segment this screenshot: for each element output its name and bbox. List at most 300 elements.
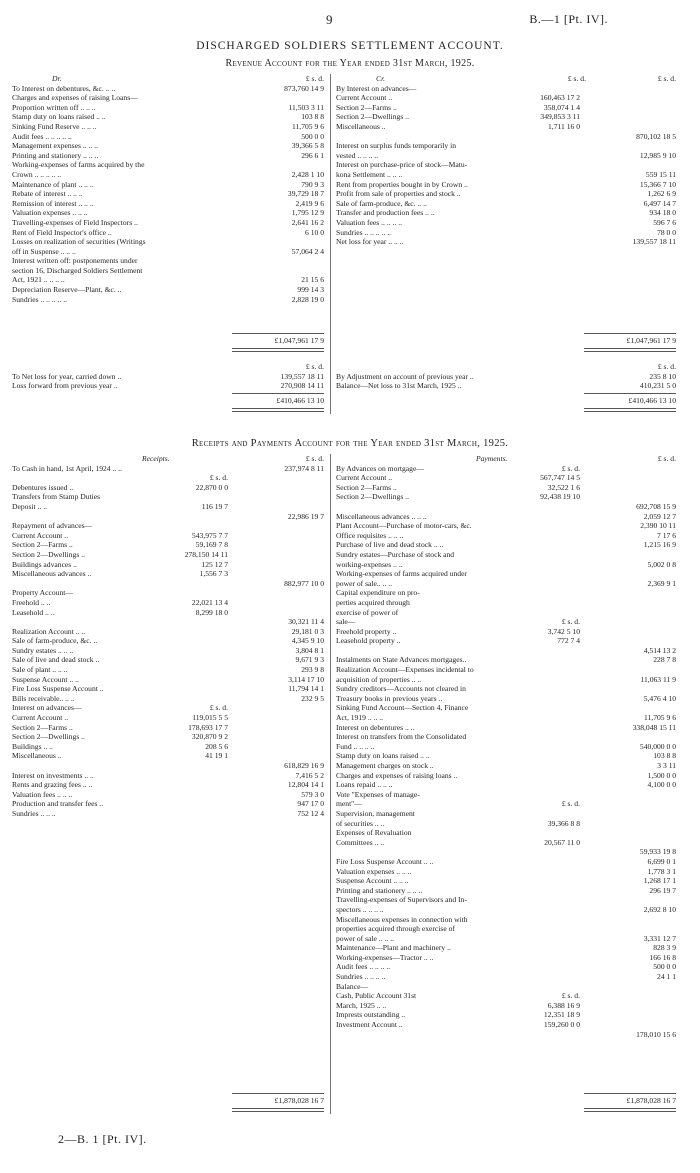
ledger-item-label: Balance— [336, 981, 369, 991]
ledger-item-label: Sale of farm-produce, &c. .. .. [336, 198, 427, 208]
ledger-row [336, 636, 676, 646]
ledger-row [336, 723, 676, 733]
ledger-item-label: acquisition of properties .. .. [336, 674, 422, 684]
ledger-amount: 21 15 6 [301, 275, 324, 285]
ledger-item-label: spectors .. .. .. .. [336, 904, 384, 914]
ledger-row [12, 247, 324, 257]
ledger-item-label: kona Settlement .. .. .. [336, 169, 403, 179]
ledger-amount: 3 3 11 [657, 761, 676, 770]
ledger-amount: 139,557 18 11 [280, 371, 324, 381]
currency-header: £ s. d. [567, 74, 586, 83]
ledger-row [336, 208, 676, 218]
total-value: £1,878,028 16 7 [626, 1096, 676, 1105]
ledger-inner-amount: 12,351 18 9 [543, 1010, 580, 1020]
ledger-item-label: Interest on advances— [12, 703, 82, 713]
ledger-amount: 618,829 16 9 [284, 761, 324, 770]
ledger-row [12, 295, 324, 305]
revenue-heading: Revenue Account for the Year ended 31st March, 1925. [225, 58, 475, 69]
ledger-amount: 692,708 15 9 [636, 501, 676, 511]
total-value: £410,466 13 10 [276, 396, 324, 405]
ledger-inner-amount: 349,853 3 11 [540, 112, 580, 122]
net-loss-debit [12, 362, 324, 391]
ledger-row [336, 982, 676, 992]
ledger-amount: 11,794 14 1 [288, 684, 324, 694]
ledger-item-label: Bills receivable.. .. .. [12, 693, 75, 703]
ledger-item-label: Freehold property .. [336, 626, 397, 636]
ledger-row [336, 473, 676, 483]
ledger-item-label: Management charges on stock .. [336, 761, 434, 770]
ledger-row [336, 799, 676, 809]
ledger-row [12, 160, 324, 170]
ledger-row [336, 132, 676, 142]
ledger-inner-amount: 160,463 17 2 [540, 93, 580, 103]
ledger-amount: 296 19 7 [649, 885, 676, 895]
ledger-item-label: Expenses of Revaluation [336, 828, 412, 838]
ledger-item-label: Miscellaneous .. [12, 751, 62, 761]
ledger-row [12, 617, 324, 627]
ledger-row [12, 103, 324, 113]
ledger-amount: 873,760 14 9 [284, 83, 324, 93]
ledger-item-label: power of sale .. .. .. [336, 933, 394, 943]
ledger-item-label: Charges and expenses of raising loans .. [336, 770, 458, 780]
payments-label: Payments. [476, 454, 508, 463]
ledger-item-label: Working-expenses—Tractor .. .. [336, 952, 434, 962]
ledger-inner-amount: 320,870 9 2 [191, 732, 228, 742]
ledger-row [12, 512, 324, 522]
ledger-item-label: Section 2—Dwellings .. [12, 549, 85, 559]
total-rule [584, 333, 676, 334]
ledger-row [336, 550, 676, 560]
ledger-row [336, 694, 676, 704]
ledger-amount: 947 17 0 [297, 799, 324, 809]
payments-column [336, 454, 676, 1039]
revenue-debit-column [12, 74, 324, 304]
ledger-item-label: Transfers from Stamp Duties [12, 492, 101, 502]
ledger-amount: 57,064 2 4 [291, 246, 324, 256]
ledger-row [12, 809, 324, 819]
ledger-row [336, 531, 676, 541]
receipts-total [232, 1096, 324, 1106]
ledger-amount: 228 7 8 [653, 655, 676, 665]
total-rule [584, 1093, 676, 1094]
total-rule [232, 333, 324, 334]
ledger-amount: 7,416 5 2 [295, 770, 324, 780]
ledger-item-label: Interest written off: postponements under [12, 256, 138, 266]
ledger-item-label: By Advances on mortgage— [336, 463, 424, 473]
ledger-row [336, 655, 676, 665]
ledger-row [336, 924, 676, 934]
document-title: DISCHARGED SOLDIERS SETTLEMENT ACCOUNT. [196, 40, 504, 52]
ledger-inner-amount: 3,742 5 10 [547, 626, 580, 636]
currency-header: £ s. d. [657, 74, 676, 83]
ledger-row [336, 934, 676, 944]
ledger-row [336, 464, 676, 474]
page-reference: B.—1 [Pt. IV]. [529, 12, 608, 26]
ledger-item-label: Purchase of live and dead stock .. .. [336, 540, 444, 550]
ledger-item-label: Suspense Account .. .. .. [336, 876, 409, 886]
ledger-row [12, 540, 324, 550]
ledger-item-label: Cash, Public Account 31st [336, 991, 417, 1001]
ledger-item-label: Investment Account .. [336, 1020, 403, 1030]
column-divider [330, 454, 331, 1114]
ledger-amount: 4,514 13 2 [643, 645, 676, 655]
ledger-amount: 2,828 19 0 [291, 294, 324, 304]
revenue-credit-rows [336, 84, 676, 247]
ledger-item-label: Management expenses .. .. .. [12, 141, 99, 151]
ledger-item-label: Office requisites .. .. .. [336, 530, 404, 540]
net-loss-debit-total [232, 396, 324, 406]
ledger-item-label: March, 1925 .. .. [336, 1000, 387, 1010]
ledger-row [12, 275, 324, 285]
ledger-row [336, 218, 676, 228]
ledger-item-label: Valuation fees .. .. .. [12, 789, 73, 799]
ledger-row [336, 160, 676, 170]
ledger-row [336, 886, 676, 896]
ledger-row [336, 381, 676, 391]
ledger-row [12, 483, 324, 493]
ledger-item-label: Profit from sale of properties and stock .. [336, 189, 461, 199]
ledger-row [336, 915, 676, 925]
total-value: £1,878,028 16 7 [274, 1096, 324, 1105]
ledger-inner-amount: 22,870 0 0 [195, 482, 228, 492]
ledger-item-label: Maintenance of plant .. .. .. [12, 179, 94, 189]
ledger-item-label: Travelling-expenses of Field Inspectors .. [12, 217, 138, 227]
ledger-item-label: Printing and stationery .. .. .. [12, 150, 99, 160]
ledger-item-label: To Cash in hand, 1st April, 1924 .. .. [12, 463, 122, 473]
ledger-item-label: Remission of interest .. .. .. [12, 198, 94, 208]
ledger-item-label: Buildings .. .. [12, 741, 53, 751]
ledger-amount: 6,497 14 7 [643, 198, 676, 208]
ledger-row [336, 540, 676, 550]
ledger-item-label: Sinking Fund Reserve .. .. .. [12, 121, 97, 131]
ledger-amount: 6 10 0 [305, 227, 324, 237]
ledger-item-label: Transfer and production fees .. .. [336, 208, 435, 218]
ledger-item-label: Crown .. .. .. .. .. [12, 169, 62, 179]
total-rule [584, 393, 676, 394]
ledger-amount: 78 0 0 [657, 227, 676, 237]
ledger-amount: 5,002 0 8 [647, 559, 676, 569]
ledger-item-label: Interest on surplus funds temporarily in [336, 141, 457, 151]
ledger-row [12, 579, 324, 589]
ledger-item-label: Section 2—Farms .. [336, 482, 397, 492]
ledger-amount: 39,366 5 8 [291, 141, 324, 151]
ledger-row [12, 93, 324, 103]
ledger-item-label: Sundries .. .. .. .. .. [12, 294, 68, 304]
ledger-row [12, 372, 324, 382]
ledger-item-label: Losses on realization of securities (Writings [12, 237, 146, 247]
ledger-row [12, 742, 324, 752]
ledger-item-label: Rebate of interest .. .. .. [12, 189, 83, 199]
ledger-amount: 934 18 0 [649, 208, 676, 218]
ledger-row [336, 189, 676, 199]
receipts-column [12, 454, 324, 819]
ledger-amount: 270,908 14 11 [280, 381, 324, 391]
ledger-row [336, 732, 676, 742]
ledger-inner-amount: £ s. d. [561, 799, 580, 809]
ledger-item-label: Valuation expenses .. .. .. [336, 866, 412, 876]
total-rule [232, 393, 324, 394]
ledger-item-label: Act, 1919 .. .. .. [336, 713, 384, 723]
ledger-row [336, 838, 676, 848]
ledger-item-label: Stamp duty on loans raised .. .. [12, 112, 106, 122]
ledger-row [12, 684, 324, 694]
ledger-amount: 232 9 5 [301, 693, 324, 703]
ledger-item-label: Current Account .. [336, 93, 393, 103]
ledger-row [336, 372, 676, 382]
payments-total [584, 1096, 676, 1106]
ledger-item-label: of securities .. .. [336, 818, 385, 828]
ledger-item-label: Rent from properties bought in by Crown .. [336, 179, 468, 189]
currency-header: £ s. d. [305, 362, 324, 371]
ledger-row [336, 492, 676, 502]
revenue-debit-header-row [12, 74, 324, 84]
ledger-inner-amount: 92,438 19 10 [540, 492, 580, 502]
ledger-row [336, 228, 676, 238]
ledger-item-label: Sundries .. .. .. .. .. [336, 227, 392, 237]
ledger-row [336, 560, 676, 570]
ledger-amount: 22,986 19 7 [287, 511, 324, 521]
ledger-item-label: Depreciation Reserve—Plant, &c. .. [12, 285, 122, 295]
ledger-row [336, 761, 676, 771]
ledger-row [336, 151, 676, 161]
ledger-row [12, 560, 324, 570]
ledger-row [12, 550, 324, 560]
receipts-label: Receipts. [142, 454, 170, 463]
ledger-amount: 2,692 8 10 [643, 904, 676, 914]
ledger-row [12, 799, 324, 809]
currency-header: £ s. d. [305, 74, 324, 83]
ledger-item-label: Sundries .. .. .. [12, 808, 56, 818]
ledger-item-label: Sale of farm-produce, &c. .. [12, 636, 98, 646]
ledger-row [336, 847, 676, 857]
ledger-amount: 752 12 4 [297, 808, 324, 818]
ledger-row [336, 867, 676, 877]
ledger-row [336, 588, 676, 598]
ledger-item-label: properties acquired through exercise of [336, 924, 455, 934]
ledger-amount: 59,933 19 8 [639, 847, 676, 857]
total-rule [232, 1093, 324, 1094]
ledger-item-label: Sundry creditors—Accounts not cleared in [336, 684, 466, 694]
ledger-inner-amount: £ s. d. [209, 473, 228, 483]
ledger-row [336, 857, 676, 867]
receipts-payments-heading: Receipts and Payments Account for the Year ended 31st March, 1925. [191, 438, 509, 449]
ledger-amount: 15,366 7 10 [639, 179, 676, 189]
ledger-amount: 166 16 8 [649, 952, 676, 962]
ledger-amount: 11,705 9 6 [292, 121, 324, 131]
ledger-row [12, 608, 324, 618]
ledger-item-label: power of sale.. .. .. [336, 578, 393, 588]
ledger-item-label: Current Account .. [12, 530, 69, 540]
ledger-inner-amount: 278,150 14 11 [184, 549, 228, 559]
ledger-amount: 30,321 11 4 [288, 617, 324, 627]
ledger-row [336, 665, 676, 675]
ledger-amount: 103 8 8 [301, 112, 324, 122]
ledger-item-label: Stamp duty on loans raised .. .. [336, 751, 430, 761]
ledger-row [12, 218, 324, 228]
ledger-amount: 1,500 0 0 [647, 770, 676, 780]
ledger-row [12, 473, 324, 483]
ledger-row [12, 381, 324, 391]
total-double-rule [232, 408, 324, 412]
ledger-row [336, 1020, 676, 1030]
ledger-row [336, 93, 676, 103]
ledger-inner-amount: 119,015 5 5 [192, 713, 228, 723]
ledger-amount: 882,977 10 0 [284, 578, 324, 588]
ledger-amount: 559 15 11 [645, 169, 676, 179]
payments-rows [336, 464, 676, 1040]
ledger-row [12, 492, 324, 502]
ledger-item-label: Treasury books in previous years .. [336, 693, 443, 703]
ledger-amount: 237,974 8 11 [284, 463, 324, 473]
ledger-item-label: Section 2—Dwellings .. [12, 732, 85, 742]
ledger-row [336, 579, 676, 589]
ledger-row [336, 675, 676, 685]
ledger-row [336, 713, 676, 723]
ledger-inner-amount: £ s. d. [561, 617, 580, 627]
ledger-row [12, 655, 324, 665]
ledger-item-label: Fund .. .. .. .. [336, 741, 375, 751]
ledger-row [336, 684, 676, 694]
ledger-inner-amount: 6,388 16 9 [547, 1000, 580, 1010]
ledger-item-label: Current Account .. [12, 713, 69, 723]
ledger-inner-amount: £ s. d. [561, 991, 580, 1001]
ledger-row [336, 771, 676, 781]
ledger-item-label: Working-expenses of farms acquired by the [12, 160, 145, 170]
ledger-row [12, 170, 324, 180]
ledger-row [336, 972, 676, 982]
ledger-row [12, 598, 324, 608]
total-double-rule [584, 348, 676, 352]
ledger-item-label: Repayment of advances— [12, 521, 93, 531]
credit-label: Cr. [376, 74, 386, 83]
ledger-amount: 3,331 12 7 [643, 933, 676, 943]
ledger-row [336, 646, 676, 656]
ledger-amount: 500 0 0 [301, 131, 324, 141]
ledger-item-label: Act, 1921 .. .. .. .. [12, 275, 65, 285]
ledger-item-label: Net loss for year .. .. .. [336, 237, 404, 247]
ledger-item-label: sale— [336, 617, 356, 627]
debit-label: Dr. [52, 74, 62, 83]
ledger-item-label: Printing and stationery .. .. .. [336, 885, 423, 895]
ledger-item-label: Freehold .. .. [12, 597, 51, 607]
ledger-amount: 12,985 9 10 [639, 150, 676, 160]
ledger-row [12, 228, 324, 238]
ledger-amount: 828 3 9 [653, 943, 676, 953]
ledger-item-label: By Adjustment on account of previous year .. [336, 371, 474, 381]
ledger-row [336, 809, 676, 819]
ledger-item-label: Proportion written off .. .. .. [12, 102, 96, 112]
ledger-inner-amount: 567,747 14 5 [540, 473, 580, 483]
ledger-amount: 4,100 0 0 [647, 780, 676, 790]
ledger-amount: 11,503 3 11 [288, 102, 324, 112]
ledger-amount: 999 14 3 [297, 285, 324, 295]
ledger-row [12, 771, 324, 781]
ledger-row [336, 943, 676, 953]
ledger-row [12, 723, 324, 733]
revenue-debit-rows [12, 84, 324, 305]
ledger-item-label: Suspense Account .. .. [12, 674, 79, 684]
ledger-item-label: Sinking Fund Account—Section 4, Finance [336, 703, 469, 713]
ledger-row [336, 1001, 676, 1011]
ledger-item-label: Sale of plant .. .. .. [12, 665, 68, 675]
ledger-item-label: Production and transfer fees .. [12, 799, 104, 809]
ledger-amount: 103 8 8 [653, 751, 676, 761]
ledger-row [336, 742, 676, 752]
ledger-row [336, 122, 676, 132]
total-value: £1,047,961 17 9 [626, 336, 676, 345]
ledger-inner-amount: 772 7 4 [557, 636, 580, 646]
ledger-inner-amount: 20,567 11 0 [544, 837, 580, 847]
ledger-item-label: Miscellaneous advances .. [12, 569, 92, 579]
ledger-row [336, 141, 676, 151]
ledger-item-label: Audit fees .. .. .. .. .. [12, 131, 72, 141]
ledger-amount: 1,215 16 9 [643, 540, 676, 550]
ledger-item-label: vested .. .. .. .. [336, 150, 379, 160]
ledger-item-label: Leasehold property .. [336, 636, 401, 646]
ledger-item-label: Section 2—Farms .. [336, 102, 397, 112]
ledger-item-label: Section 2—Farms .. [12, 540, 73, 550]
currency-header: £ s. d. [657, 362, 676, 371]
ledger-item-label: Working-expenses of farms acquired under [336, 569, 467, 579]
ledger-item-label: Miscellaneous advances .. .. .. [336, 511, 427, 521]
ledger-amount: 5,476 4 10 [643, 693, 676, 703]
ledger-item-label: Travelling-expenses of Supervisors and In- [336, 895, 467, 905]
ledger-amount: 579 3 0 [301, 789, 324, 799]
ledger-row [336, 598, 676, 608]
ledger-item-label: Fire Loss Suspense Account .. [12, 684, 104, 694]
ledger-item-label: Interest on investments .. .. [12, 770, 94, 780]
ledger-row [336, 180, 676, 190]
ledger-row [12, 199, 324, 209]
ledger-inner-amount: £ s. d. [561, 463, 580, 473]
ledger-item-label: Miscellaneous expenses in connection with [336, 914, 468, 924]
ledger-amount: 7 17 6 [657, 530, 676, 540]
ledger-row [336, 512, 676, 522]
ledger-item-label: Interest on debentures .. .. [336, 722, 415, 732]
ledger-row [12, 122, 324, 132]
ledger-item-label: Maintenance—Plant and machinery .. [336, 943, 451, 953]
ledger-item-label: Property Account— [12, 588, 73, 598]
ledger-inner-amount: 159,260 0 0 [543, 1020, 580, 1030]
ledger-amount: 24 1 1 [657, 972, 676, 982]
ledger-row [12, 464, 324, 474]
ledger-item-label: Instalments on State Advances mortgages.. [336, 655, 467, 665]
ledger-amount: 2,419 9 6 [295, 198, 324, 208]
ledger-row [12, 761, 324, 771]
ledger-amount: 3,804 8 1 [295, 645, 324, 655]
ledger-amount: 293 9 8 [301, 665, 324, 675]
ledger-item-label: section 16, Discharged Soldiers Settlement [12, 265, 143, 275]
revenue-debit-total [232, 336, 324, 346]
ledger-item-label: Valuation fees .. .. .. .. [336, 217, 403, 227]
ledger-row [336, 1010, 676, 1020]
ledger-row [336, 790, 676, 800]
total-double-rule [232, 1108, 324, 1112]
ledger-amount: 540,000 0 0 [639, 741, 676, 751]
ledger-item-label: Supervision, management [336, 808, 415, 818]
ledger-amount: 338,048 15 11 [632, 722, 676, 732]
ledger-row [336, 703, 676, 713]
total-value: £410,466 13 10 [628, 396, 676, 405]
ledger-item-label: Miscellaneous .. [336, 121, 386, 131]
ledger-row [12, 780, 324, 790]
ledger-amount: 1,262 6 9 [647, 189, 676, 199]
ledger-item-label: Section 2—Farms .. [12, 722, 73, 732]
ledger-row [336, 953, 676, 963]
ledger-item-label: Interest on transfers from the Consolidated [336, 732, 467, 742]
ledger-row [12, 208, 324, 218]
ledger-amount: 596 7 6 [653, 217, 676, 227]
